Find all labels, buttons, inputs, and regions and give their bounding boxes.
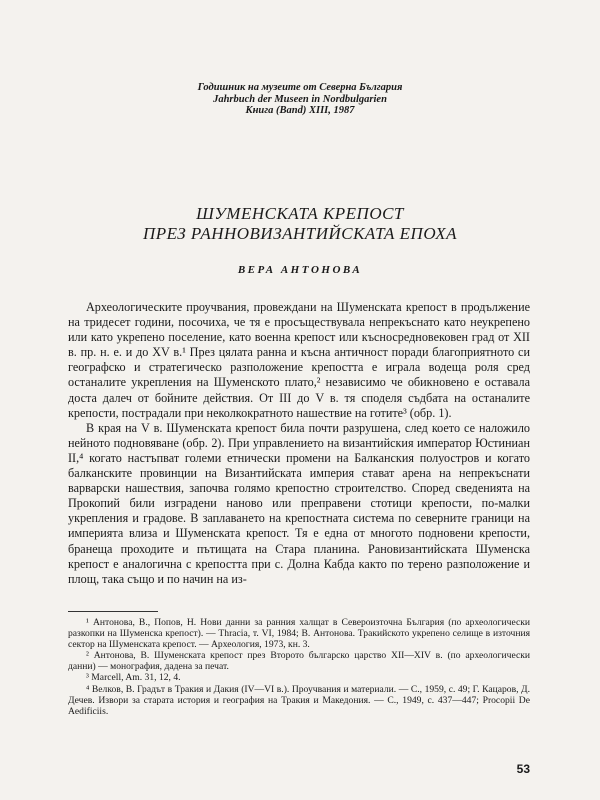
journal-header-bulgarian: Годишник на музеите от Северна България (197, 82, 403, 93)
footnote-3: ³ Marcell, Am. 31, 12, 4. (86, 672, 181, 684)
page-number: 53 (516, 762, 530, 776)
footnote-1: ¹ Антонова, В., Попов, Н. Нови данни за ранния халщат в Североизточна България (по археологически разкопки на Шуменска крепост). — Thracia, т. VI, 1984; В. Антонова. Тракийското укрепено селище в източния сектор на Шуменската крепост. — Археология, 1973, кн. 3. (68, 617, 530, 651)
body-paragraph-1: Археологическите проучвания, провеждани на Шуменската крепост в продължение на тридесет години, посочиха, че тя е просъществувала непрекъснато като неукрепено или като укрепено поселение, като военна крепост или късносредновековен град от XII в. пр. н. е. и до XV в.¹ През цялата ранна и късна античност поради благоприятното си географско и стратегическо разположение крепостта е играла водеща роля сред останалите укрепления на Шуменското плато,² независимо че обикновено е оставала доста далеч от бойните действия. От III до V в. тя споделя съдбата на останалите крепости, пострадали при неколкократното нашествие на готите³ (обр. 1). (68, 300, 530, 420)
footnote-2: ² Антонова, В. Шуменската крепост през Второто българско царство XII—XIV в. (по археологически данни) — монография, дадена за печат. (68, 650, 530, 673)
journal-volume: Книга (Band) XIII, 1987 (245, 105, 355, 116)
journal-header (150, 82, 450, 117)
footnote-divider (68, 611, 158, 612)
article-title-line-2: ПРЕЗ РАННОВИЗАНТИЙСКАТА ЕПОХА (142, 224, 458, 243)
article-body (68, 300, 530, 587)
article-title-line-1: ШУМЕНСКАТА КРЕПОСТ (196, 204, 404, 223)
author-name: ВЕРА АНТОНОВА (237, 264, 363, 276)
footnotes (68, 617, 530, 717)
footnote-4: ⁴ Велков, В. Градът в Тракия и Дакия (IV—VI в.). Проучвания и материали. — С., 1959, с. 49; Г. Кацаров, Д. Дечев. Извори за старата история и география на Тракия и Македония. — С., 1949, с. 437—447; Procopii De Aedificiis. (68, 683, 530, 717)
article-title (90, 204, 510, 244)
journal-header-german: Jahrbuch der Museen in Nordbulgarien (213, 93, 387, 105)
body-paragraph-2: В края на V в. Шуменската крепост била почти разрушена, след което се наложило нейното подновяване (обр. 2). При управлението на византийския император Юстиниан II,⁴ когато настъпват големи етнически промени на Балканския полуостров и когато балканските провинции на Византийската империя стават арена на непрекъснати варварски нашествия, започва голямо крепостно строителство. Според сведенията на Прокопий били изградени наново или преправени стотици крепости, по-малки укрепления и градове. В заплаването на крепостната система по северните граници на империята влиза и Шуменската крепост. Тя е една от многото подновени крепости, бранеща проходите и пътищата на Стара планина. Рановизантийската Шуменска крепост е аналогична с крепостта при с. Долна Кабда както по терено разположение и площ, така също и по начин на из- (68, 420, 530, 586)
